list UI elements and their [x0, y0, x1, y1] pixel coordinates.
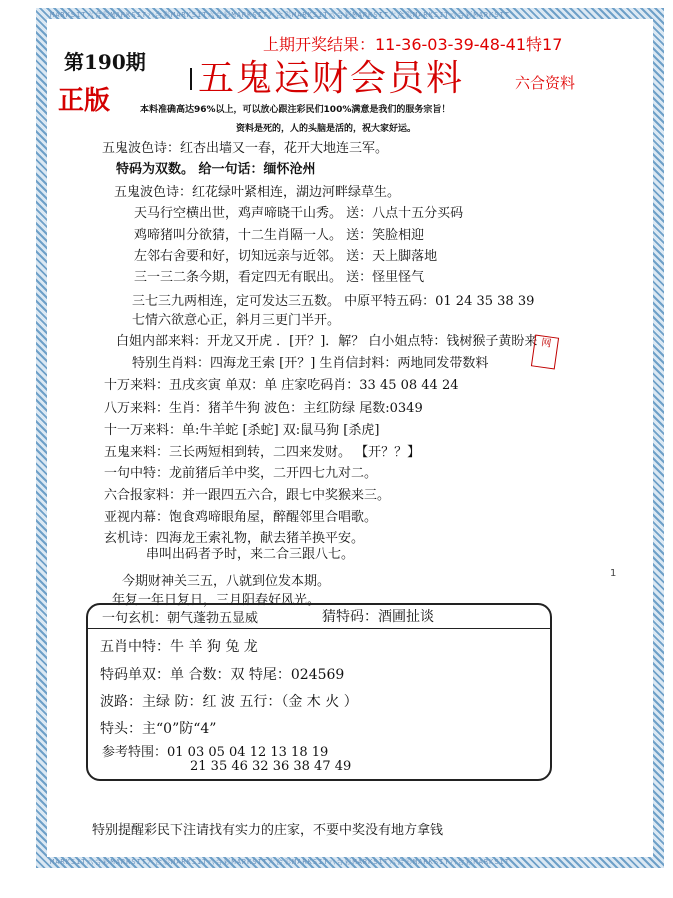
- text-line: 三七三九两相连，定可发达三五数。 中原平特五码：01 24 35 38 39: [132, 294, 535, 309]
- text-line: 特别生肖料：四海龙王索 [开？] 生肖信封料：两地同发带数料: [132, 356, 489, 371]
- range-line: 参考特围：01 03 05 04 12 13 18 19: [102, 745, 329, 760]
- text-line: 串叫出码者予时，来二合三跟八七。: [146, 547, 355, 562]
- odd-even-line: 特码单双：单 合数：双 特尾：024569: [100, 667, 345, 683]
- text-line: 鸡啼猪叫分欲猜，十二生肖隔一人。 送：笑脸相迎: [134, 228, 425, 243]
- summary-divider: [86, 628, 552, 629]
- issue-number: 第190期: [64, 50, 146, 74]
- tagline: 本料准确高达96%以上，可以放心跟注彩民们100%满意是我们的服务宗旨！: [140, 105, 451, 115]
- text-line: 亚视内幕：饱食鸡啼眼角屋，醉醒邻里合唱歌。: [104, 510, 378, 525]
- text-line: 七情六欲意心正，斜月三更门半开。: [132, 313, 341, 328]
- guess-line: 猜特码：酒圃扯谈: [322, 609, 434, 625]
- head-line: 特头：主“0”防“4”: [100, 721, 217, 737]
- liuhe-label: 六合资料: [515, 74, 576, 92]
- text-line: 十一万来料：单:牛羊蛇 [杀蛇] 双:鼠马狗 [杀虎]: [104, 423, 380, 438]
- seal-stamp: 网: [531, 334, 559, 369]
- text-line: 三一三二条今期，看定四无有眠出。 送：怪里怪气: [134, 270, 425, 285]
- watermark-top: MARKSIT六合彩MARKSIT六合彩MARKSIT六合彩MARKSIT六合彩MARKSIT六合彩MARKSIT六合彩MARKSIT六合彩MARKSIT: [50, 11, 511, 19]
- text-line: 玄机诗：四海龙王索礼物，献去猪羊换平安。: [104, 531, 365, 546]
- page-title: 五鬼运财会员料: [198, 58, 465, 99]
- text-line: 年复一年日复日，三月阳春好风光。: [112, 593, 321, 608]
- text-line: 一句中特：龙前猪后羊中奖，二开四七九对二。: [104, 466, 378, 481]
- footer-warning: 特别提醒彩民下注请找有实力的庄家，不要中奖没有地方拿钱: [92, 823, 444, 838]
- text-line: 八万来料：生肖：猪羊牛狗 波色：主红防绿 尾数:0349: [104, 401, 423, 416]
- side-mark: 1: [610, 568, 617, 579]
- text-line: 今期财神关三五，八就到位发本期。: [122, 574, 331, 589]
- watermark-bottom: MARKSIT六合彩MARKSIT六合彩MARKSIT六合彩MARKSIT六合彩MARKSIT六合彩MARKSIT六合彩MARKSIT六合彩MARKSIT: [50, 858, 511, 866]
- range-line-2: 21 35 46 32 36 38 47 49: [190, 759, 352, 774]
- title-bar: [190, 68, 192, 90]
- text-line: 十万来料：丑戌亥寅 单双：单 庄家吃码肖：33 45 08 44 24: [104, 378, 459, 393]
- text-line: 白姐内部来料：开龙又开虎 ．[开？]．解？ 白小姐点特：钱树猴子黄盼来: [116, 334, 538, 349]
- text-line: 六合报家料：并一跟四五六合，跟七中奖猴来三。: [104, 488, 391, 503]
- last-result: 上期开奖结果：11-36-03-39-48-41特17: [263, 35, 563, 54]
- tagline-secondary: 资料是死的，人的头脑是活的，祝大家好运。: [236, 124, 417, 134]
- text-line: 五鬼来料：三长两短相到转，二四来发财。 【开？？】: [104, 445, 421, 460]
- genuine-label: 正版: [58, 86, 111, 116]
- text-line: 天马行空横出世，鸡声啼晓干山秀。 送：八点十五分买码: [134, 206, 464, 221]
- five-zodiac-line: 五肖中特：牛 羊 狗 兔 龙: [100, 639, 258, 655]
- text-line: 左邻右舍要和好，切知远亲与近邻。 送：天上脚落地: [134, 249, 438, 264]
- riddle-line: 一句玄机：朝气蓬勃五显威: [102, 611, 259, 626]
- text-line: 特码为双数。 给一句话：缅怀沧州: [116, 162, 316, 177]
- wave-line: 波路：主绿 防：红 波 五行：（金 木 火 ）: [100, 694, 358, 710]
- text-line: 五鬼波色诗：红杏出墙又一春，花开大地连三军。: [102, 141, 389, 156]
- text-line: 五鬼波色诗：红花绿叶紧相连，湖边河畔绿草生。: [114, 185, 401, 200]
